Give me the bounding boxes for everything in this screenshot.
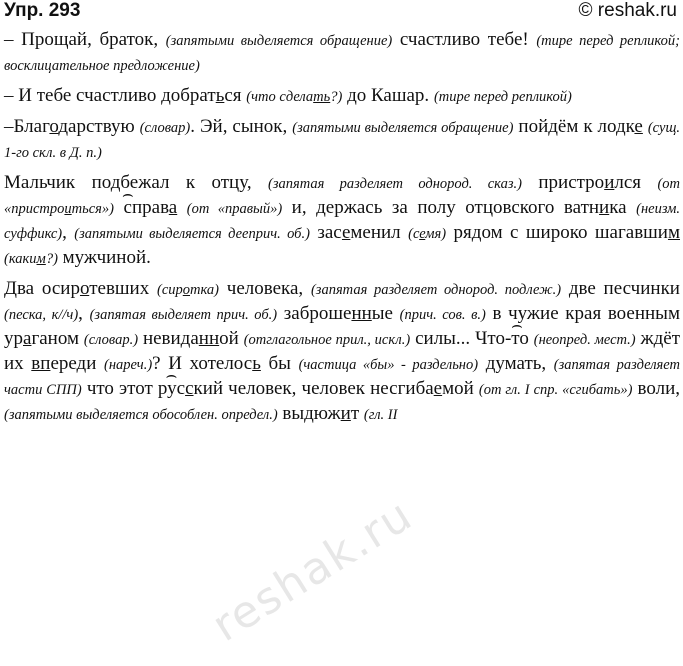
comment-text: (гл. II (363, 407, 398, 423)
text-fragment: мой (442, 378, 479, 399)
text-fragment: м (667, 222, 680, 243)
comment-text: (запятая разделяет однород. сказ.) (268, 176, 522, 192)
watermark: reshak.ru (203, 489, 422, 652)
text-fragment: ереди (50, 353, 105, 374)
text-fragment: ⌢ рус (158, 377, 185, 401)
comment-text: (от «правый») (186, 201, 283, 217)
comment-text: (тире перед репликой; восклицательное предложение) (4, 33, 680, 74)
text-fragment: Мальчик подбежал к отцу, (4, 172, 269, 193)
text-fragment: прав (131, 197, 169, 218)
comment-text: (неизм. суффикс) (4, 201, 681, 242)
text-fragment: ⌢ с (124, 196, 132, 220)
text-fragment: и, держась за полу отцовского ватн (282, 197, 600, 218)
comment-text: (запятыми выделяется обращение) (165, 33, 393, 49)
text-fragment: –Благ (4, 116, 50, 137)
text-fragment: думать, (478, 353, 554, 374)
text-fragment: выдюж (277, 403, 341, 424)
text-fragment: е (433, 378, 443, 399)
text-fragment: и (340, 403, 351, 424)
comment-text: (что сдела (246, 89, 314, 105)
text-fragment: кий человек, человек несгиба (193, 378, 434, 399)
comment-text: (с (408, 226, 420, 242)
text-fragment: счастливо тебе! (392, 29, 537, 50)
comment-text: (от «пристро (4, 176, 681, 217)
comment-text: тка) (190, 282, 219, 298)
comment-text: (от гл. I спр. «сгибать») (478, 382, 633, 398)
text-fragment: о (49, 116, 59, 137)
text-fragment: силы... Что (410, 328, 505, 349)
text-fragment: с (185, 378, 194, 399)
text-fragment: – И тебе счастливо добрат (4, 85, 216, 106)
text-fragment: нн (198, 328, 220, 349)
text-fragment: т (350, 403, 364, 424)
comment-text: (запятая разделяет однород. подлеж.) (310, 282, 562, 298)
text-fragment: менил (350, 222, 409, 243)
text-fragment: что этот (81, 378, 158, 399)
paragraph (4, 115, 680, 165)
text-fragment: тевших (89, 278, 157, 299)
text-fragment: вп (31, 353, 51, 374)
text-fragment: ь (252, 353, 261, 374)
text-fragment: воли, (632, 378, 681, 399)
text-fragment: ⌢ -то (505, 327, 529, 351)
text-fragment: ка (609, 197, 637, 218)
text-fragment: невида (138, 328, 199, 349)
text-fragment: в чужие края военным ур (4, 303, 680, 349)
comment-text: (словар.) (83, 332, 139, 348)
text-fragment: нн (351, 303, 372, 324)
paragraph (4, 277, 680, 427)
comment-text: (нареч.) (104, 357, 153, 373)
comment-text: (каки (4, 251, 37, 267)
site-credit[interactable]: © reshak.ru (578, 0, 677, 21)
text-fragment: – Прощай, браток, (4, 29, 166, 50)
text-fragment: Два осир (4, 278, 80, 299)
comment-text: (частица «бы» - раздельно) (298, 357, 479, 373)
text-fragment: ? И хотелос (152, 353, 253, 374)
text-fragment: человека, (219, 278, 311, 299)
comment-text: (запятыми выделяется дееприч. об.) (74, 226, 310, 242)
comment-text: (запятыми выделяется обращение) (292, 120, 514, 136)
text-fragment: пристро (521, 172, 605, 193)
comment-text: о (182, 282, 191, 298)
comment-text: ть (313, 89, 331, 105)
comment-text: (сущ. 1-го скл. в Д. п.) (4, 120, 681, 161)
comment-text: е (419, 226, 426, 242)
text-fragment: , (78, 303, 90, 324)
text-fragment: и (599, 197, 610, 218)
text-fragment: зас (309, 222, 342, 243)
comment-text: (неопред. мест.) (533, 332, 636, 348)
text-fragment: две песчинки (561, 278, 680, 299)
text-fragment: а (23, 328, 32, 349)
text-fragment: бы (260, 353, 299, 374)
text-fragment (177, 197, 187, 218)
comment-text: м (36, 251, 46, 267)
text-fragment: а (168, 197, 178, 218)
text-fragment: . Эй, сынок, (190, 116, 293, 137)
comment-text: ться») (71, 201, 114, 217)
text-fragment: до Кашар. (342, 85, 434, 106)
text-fragment: ся (224, 85, 247, 106)
comment-text: (сир (157, 282, 183, 298)
comment-text: (прич. сов. в.) (399, 307, 486, 323)
text-fragment: мужчиной. (57, 247, 151, 268)
text-fragment: ганом (31, 328, 84, 349)
text-fragment: е (634, 116, 643, 137)
paragraph (4, 171, 680, 271)
exercise-body (4, 28, 680, 433)
comment-text: ?) (330, 89, 343, 105)
comment-text: (запятая выделяет прич. об.) (89, 307, 278, 323)
paragraph (4, 28, 680, 78)
comment-text: (запятыми выделяется обособлен. определ.) (4, 407, 278, 423)
text-fragment: ые (371, 303, 400, 324)
text-fragment: дарствую (58, 116, 140, 137)
paragraph (4, 84, 680, 109)
text-fragment: заброше (277, 303, 352, 324)
comment-text: (запятая разделяет части СПП) (4, 357, 680, 398)
page-header (4, 0, 677, 24)
exercise-title: Упр. 293 (4, 0, 81, 21)
comment-text: и (64, 201, 72, 217)
comment-text: ?) (45, 251, 58, 267)
text-fragment: рядом с широко шагавши (446, 222, 668, 243)
text-fragment: о (79, 278, 90, 299)
comment-text: мя) (425, 226, 447, 242)
comment-text: (словар) (139, 120, 191, 136)
comment-text: (тире перед репликой) (433, 89, 572, 105)
text-fragment: и (604, 172, 615, 193)
comment-text: (песка, к//ч) (4, 307, 79, 323)
comment-text: (отглагольное прил., искл.) (243, 332, 411, 348)
text-fragment: ь (215, 85, 225, 106)
text-fragment: е (341, 222, 351, 243)
text-fragment: ждёт их (4, 328, 681, 374)
text-fragment: ой (219, 328, 244, 349)
text-fragment: пойдём к лодк (513, 116, 635, 137)
text-fragment: лся (614, 172, 658, 193)
text-fragment: , (62, 222, 75, 243)
